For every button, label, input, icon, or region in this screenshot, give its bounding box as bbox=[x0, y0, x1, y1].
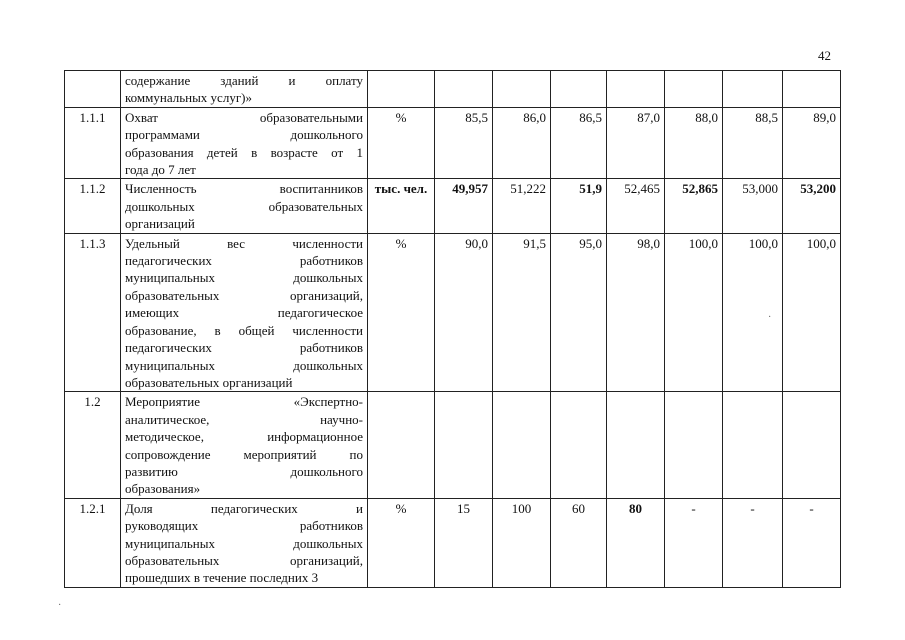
indicator-name-line: Мероприятие «Экспертно- bbox=[125, 394, 363, 410]
value-cell bbox=[665, 392, 723, 498]
indicator-name-line: коммунальных услуг)» bbox=[125, 90, 252, 106]
value-cell: 52,465 bbox=[607, 179, 665, 233]
table-row bbox=[65, 498, 841, 587]
indicator-name-line: содержание зданий и оплату bbox=[125, 73, 363, 88]
value-cell: 53,200 bbox=[783, 179, 841, 233]
table-row bbox=[65, 392, 841, 498]
value-cell: 80 bbox=[607, 498, 665, 587]
value-cell: 100,0 bbox=[723, 233, 783, 392]
unit-cell: тыс. чел. bbox=[368, 179, 435, 233]
value-cell bbox=[723, 392, 783, 498]
indicator-name-line: программами дошкольного bbox=[125, 127, 363, 143]
value-cell: 51,222 bbox=[493, 179, 551, 233]
value-cell: 89,0 bbox=[783, 107, 841, 179]
value-cell bbox=[435, 71, 493, 108]
indicator-name-line: образовательных организаций bbox=[125, 374, 293, 390]
value-cell: 95,0 bbox=[551, 233, 607, 392]
value-cell bbox=[783, 71, 841, 108]
row-number: 1.1.3 bbox=[65, 233, 121, 392]
indicator-name bbox=[121, 392, 368, 498]
value-cell: 60 bbox=[551, 498, 607, 587]
indicator-name-line: прошедших в течение последних 3 bbox=[125, 570, 319, 586]
value-cell bbox=[783, 392, 841, 498]
indicators-table bbox=[64, 70, 841, 588]
value-cell: 15 bbox=[435, 498, 493, 587]
value-cell: 98,0 bbox=[607, 233, 665, 392]
indicator-name-line: организаций bbox=[125, 216, 195, 232]
value-cell: 85,5 bbox=[435, 107, 493, 179]
value-cell bbox=[493, 392, 551, 498]
indicator-name-line: образование, в общей численности bbox=[125, 322, 363, 338]
row-number: 1.2.1 bbox=[65, 498, 121, 587]
indicator-name-line: муниципальных дошкольных bbox=[125, 357, 363, 373]
unit-cell: % bbox=[368, 498, 435, 587]
indicator-name bbox=[121, 107, 368, 179]
unit-cell: % bbox=[368, 233, 435, 392]
indicator-name bbox=[121, 71, 368, 108]
value-cell: - bbox=[665, 498, 723, 587]
value-cell: 90,0 bbox=[435, 233, 493, 392]
value-cell: 51,9 bbox=[551, 179, 607, 233]
indicator-name bbox=[121, 179, 368, 233]
value-cell bbox=[607, 392, 665, 498]
page-number: 42 bbox=[818, 48, 831, 63]
row-number: 1.2 bbox=[65, 392, 121, 498]
value-cell: - bbox=[783, 498, 841, 587]
value-cell: 86,0 bbox=[493, 107, 551, 179]
indicator-name bbox=[121, 233, 368, 392]
indicator-name-line: педагогических работников bbox=[125, 340, 363, 356]
indicator-name-line: образования» bbox=[125, 481, 201, 497]
indicator-name bbox=[121, 498, 368, 587]
value-cell: 88,0 bbox=[665, 107, 723, 179]
indicator-name-line: Охват образовательными bbox=[125, 109, 363, 125]
row-number: 1.1.1 bbox=[65, 107, 121, 179]
value-cell: 52,865 bbox=[665, 179, 723, 233]
value-cell: 86,5 bbox=[551, 107, 607, 179]
value-cell bbox=[551, 392, 607, 498]
indicator-name-line: сопровождение мероприятий по bbox=[125, 446, 363, 462]
scan-speck: · bbox=[58, 600, 62, 611]
value-cell bbox=[665, 71, 723, 108]
table-row bbox=[65, 179, 841, 233]
indicator-name-line: муниципальных дошкольных bbox=[125, 270, 363, 286]
value-cell: 87,0 bbox=[607, 107, 665, 179]
value-cell: - bbox=[723, 498, 783, 587]
indicator-name-line: педагогических работников bbox=[125, 253, 363, 269]
indicator-name-line: Доля педагогических и bbox=[125, 500, 363, 516]
value-cell bbox=[723, 71, 783, 108]
indicator-name-line: аналитическое, научно- bbox=[125, 411, 363, 427]
table-row bbox=[65, 233, 841, 392]
value-cell: 49,957 bbox=[435, 179, 493, 233]
value-cell bbox=[493, 71, 551, 108]
value-cell bbox=[607, 71, 665, 108]
indicator-name-line: образовательных организаций, bbox=[125, 552, 363, 568]
value-cell: 91,5 bbox=[493, 233, 551, 392]
scan-speck: · bbox=[768, 312, 772, 323]
value-cell: 100,0 bbox=[665, 233, 723, 392]
indicator-name-line: года до 7 лет bbox=[125, 162, 196, 178]
indicator-name-line: дошкольных образовательных bbox=[125, 198, 363, 214]
row-number bbox=[65, 71, 121, 108]
value-cell: 100,0 bbox=[783, 233, 841, 392]
indicator-name-line: образования детей в возрасте от 1 bbox=[125, 144, 363, 160]
indicator-name-line: Численность воспитанников bbox=[125, 181, 363, 197]
indicator-name-line: руководящих работников bbox=[125, 518, 363, 534]
indicator-name-line: имеющих педагогическое bbox=[125, 305, 363, 321]
unit-cell: % bbox=[368, 107, 435, 179]
value-cell: 100 bbox=[493, 498, 551, 587]
indicator-name-line: образовательных организаций, bbox=[125, 287, 363, 303]
unit-cell bbox=[368, 392, 435, 498]
value-cell: 88,5 bbox=[723, 107, 783, 179]
unit-cell bbox=[368, 71, 435, 108]
row-number: 1.1.2 bbox=[65, 179, 121, 233]
value-cell bbox=[435, 392, 493, 498]
table-row bbox=[65, 71, 841, 108]
indicator-name-line: развитию дошкольного bbox=[125, 463, 363, 479]
value-cell bbox=[551, 71, 607, 108]
indicator-name-line: Удельный вес численности bbox=[125, 235, 363, 251]
value-cell: 53,000 bbox=[723, 179, 783, 233]
indicator-name-line: методическое, информационное bbox=[125, 429, 363, 445]
table-row bbox=[65, 107, 841, 179]
indicator-name-line: муниципальных дошкольных bbox=[125, 535, 363, 551]
